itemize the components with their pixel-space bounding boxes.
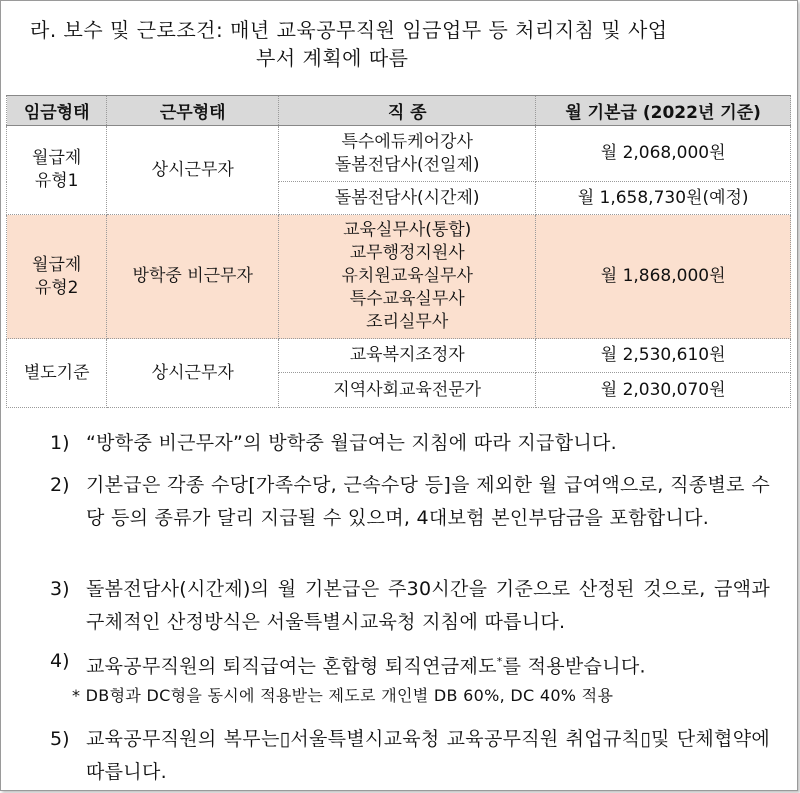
section-heading xyxy=(30,16,790,72)
note-item xyxy=(50,469,770,535)
note-number: 3) xyxy=(50,578,70,600)
note-text: 교육공무직원의 퇴직급여는 혼합형 퇴직연금제도*를 적용받습니다. xyxy=(86,655,646,678)
pay-type-cell: 별도기준 xyxy=(7,339,107,408)
job-cell: 돌봄전담사(시간제) xyxy=(279,182,536,215)
note-item xyxy=(50,573,770,639)
note-item xyxy=(50,723,770,789)
note-number: 4) xyxy=(50,650,70,672)
table-header-row xyxy=(7,96,791,126)
note-text: “방학중 비근무자”의 방학중 월급여는 지침에 따라 지급합니다. xyxy=(86,432,618,454)
work-type-cell: 방학중 비근무자 xyxy=(107,215,279,339)
footnote-marker: * xyxy=(496,655,503,668)
salary-table xyxy=(6,95,791,408)
pay-cell: 월 1,868,000원 xyxy=(536,215,791,339)
header-work-type: 근무형태 xyxy=(107,96,279,126)
job-cell: 지역사회교육전문가 xyxy=(279,373,536,408)
header-base-pay: 월 기본급 (2022년 기준) xyxy=(536,96,791,126)
heading-line-1: 라. 보수 및 근로조건: 매년 교육공무직원 임금업무 등 처리지침 및 사업 xyxy=(30,18,668,42)
work-type-cell: 상시근무자 xyxy=(107,339,279,408)
note-number: 5) xyxy=(50,728,70,750)
pay-cell: 월 2,030,070원 xyxy=(536,373,791,408)
pay-type-cell: 월급제 유형1 xyxy=(7,126,107,215)
header-job: 직 종 xyxy=(279,96,536,126)
note-number: 1) xyxy=(50,432,70,454)
note-text: 교육공무직원의 복무는▯서울특별시교육청 교육공무직원 취업규칙▯및 단체협약에 따릅니다. xyxy=(86,728,770,783)
pay-type-cell: 월급제 유형2 xyxy=(7,215,107,339)
footnote: * DB형과 DC형을 동시에 적용받는 제도로 개인별 DB 60%, DC 40% 적용 xyxy=(72,686,614,705)
note-item xyxy=(50,427,770,460)
note-number: 2) xyxy=(50,474,70,496)
pay-cell: 월 2,068,000원 xyxy=(536,126,791,182)
pay-cell: 월 1,658,730원(예정) xyxy=(536,182,791,215)
note-item xyxy=(50,645,770,683)
job-cell: 교육실무사(통합) 교무행정지원사 유치원교육실무사 특수교육실무사 조리실무사 xyxy=(279,215,536,339)
note-text: 기본급은 각종 수당[가족수당, 근속수당 등]을 제외한 월 급여액으로, 직종별로 수당 등의 종류가 달리 지급될 수 있으며, 4대보험 본인부담금을 포함합니다. xyxy=(86,474,770,529)
table-row xyxy=(7,215,791,339)
job-cell: 교육복지조정자 xyxy=(279,339,536,373)
table-row xyxy=(7,339,791,373)
job-cell: 특수에듀케어강사 돌봄전담사(전일제) xyxy=(279,126,536,182)
note-text: 돌봄전담사(시간제)의 월 기본급은 주30시간을 기준으로 산정된 것으로, 금액과 구체적인 산정방식은 서울특별시교육청 지침에 따릅니다. xyxy=(86,578,770,633)
heading-line-2: 부서 계획에 따름 xyxy=(256,46,409,70)
table-row xyxy=(7,126,791,182)
pay-cell: 월 2,530,610원 xyxy=(536,339,791,373)
header-pay-type: 임금형태 xyxy=(7,96,107,126)
work-type-cell: 상시근무자 xyxy=(107,126,279,215)
